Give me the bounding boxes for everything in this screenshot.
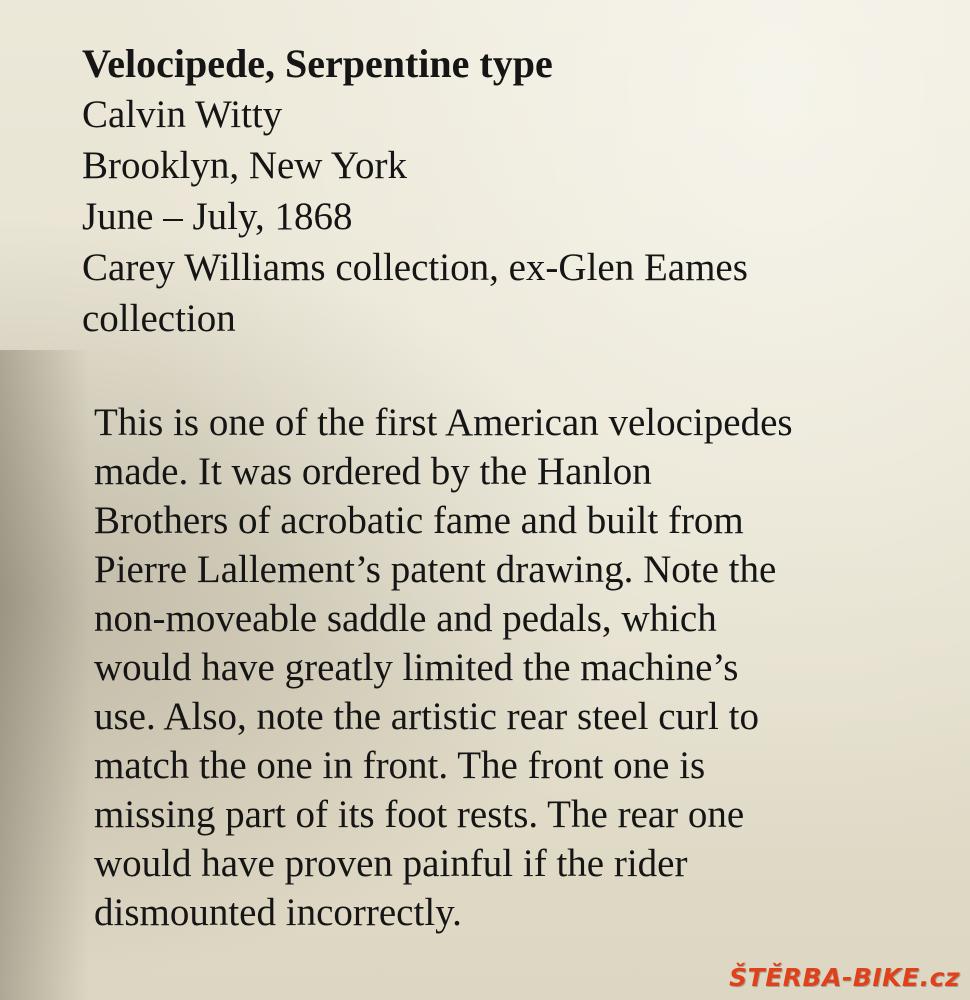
exhibit-description bbox=[94, 398, 914, 937]
description-line: missing part of its foot rests. The rear one bbox=[94, 793, 745, 836]
description-line: This is one of the first American velocipedes bbox=[94, 401, 793, 444]
description-line: made. It was ordered by the Hanlon bbox=[94, 450, 652, 493]
site-watermark: ŠTĚRBA-BIKE.cz bbox=[729, 963, 960, 992]
placard-header bbox=[82, 38, 882, 344]
exhibit-date: June – July, 1868 bbox=[82, 195, 353, 238]
description-line: would have proven painful if the rider bbox=[94, 842, 688, 885]
description-line: would have greatly limited the machine’s bbox=[94, 646, 739, 689]
description-line: match the one in front. The front one is bbox=[94, 744, 706, 787]
description-line: use. Also, note the artistic rear steel curl to bbox=[94, 695, 759, 738]
description-line: non-moveable saddle and pedals, which bbox=[94, 597, 717, 640]
edge-shadow bbox=[0, 350, 90, 1000]
exhibit-location: Brooklyn, New York bbox=[82, 144, 408, 187]
exhibit-collection: Carey Williams collection, ex-Glen Eames bbox=[82, 246, 748, 289]
description-line: dismounted incorrectly. bbox=[94, 891, 462, 934]
exhibit-collection-cont: collection bbox=[82, 297, 236, 340]
exhibit-maker: Calvin Witty bbox=[82, 93, 283, 136]
description-line: Brothers of acrobatic fame and built from bbox=[94, 499, 744, 542]
description-line: Pierre Lallement’s patent drawing. Note the bbox=[94, 548, 777, 591]
exhibit-title: Velocipede, Serpentine type bbox=[82, 41, 553, 86]
